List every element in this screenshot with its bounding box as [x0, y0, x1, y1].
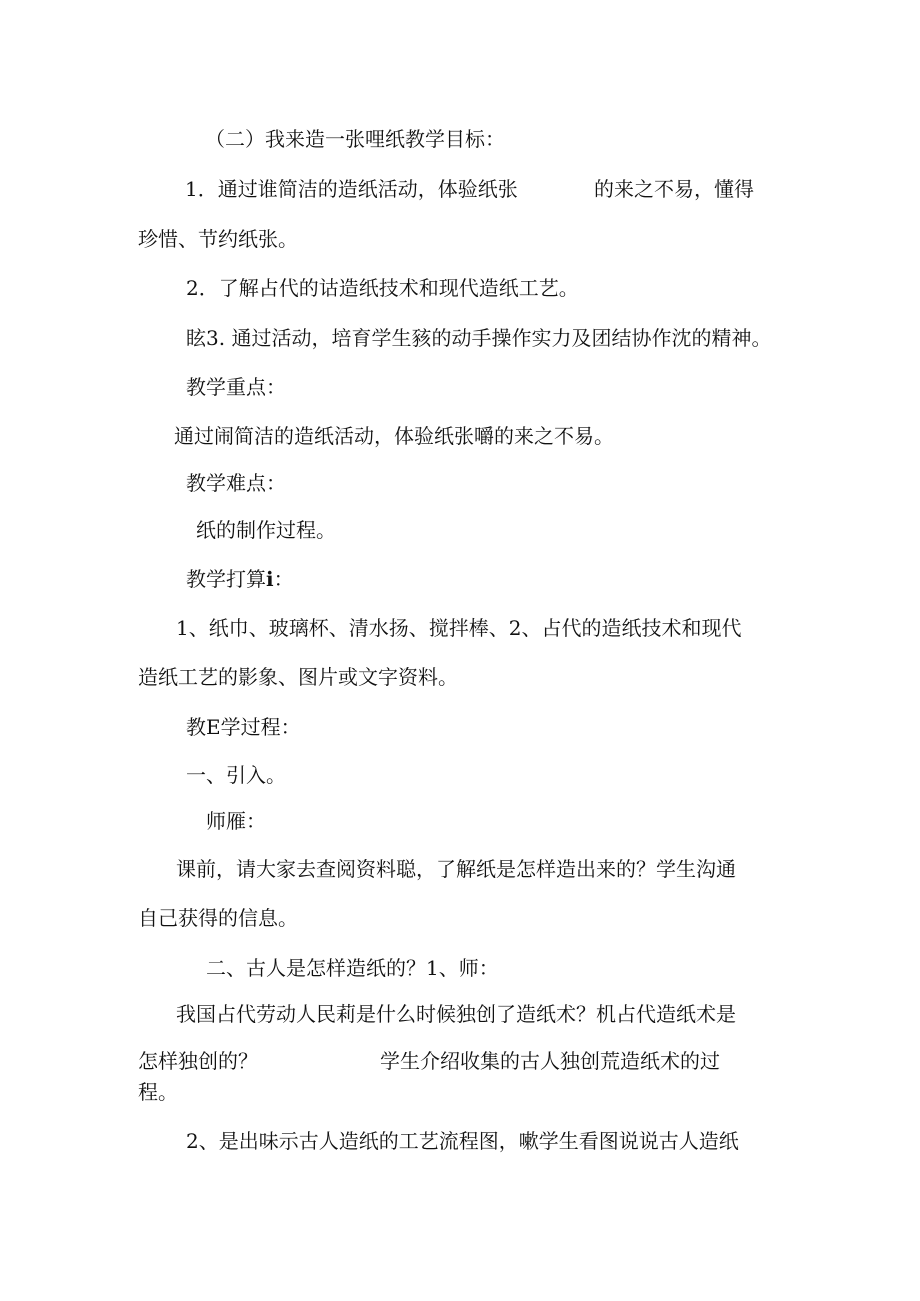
paragraph-line: 课前，请大家去查阅资料聪，了解纸是怎样造出来的？学生沟通	[176, 857, 736, 881]
paragraph-line: 怎样独创的？	[138, 1049, 258, 1073]
paragraph-line: 通过闹简洁的造纸活动，体验纸张嚼的来之不易。	[174, 424, 614, 448]
subheading: 一、引入。	[186, 763, 286, 787]
subheading: 二、古人是怎样造纸的？1、师：	[206, 956, 499, 980]
subheading: 教学难点：	[186, 471, 286, 495]
paragraph-line: 眩3. 通过活动，培育学生豥的动手操作实力及团结协作沈的精神。	[186, 326, 772, 350]
paragraph-line: 学生介绍收集的古人独创荒造纸术的过	[380, 1049, 720, 1073]
paragraph-line: 珍惜、节约纸张。	[138, 227, 298, 251]
paragraph-line: 1．通过谁简洁的造纸活动，体验纸张	[185, 177, 518, 201]
paragraph-line: 程。	[138, 1080, 178, 1104]
subheading: 教E学过程：	[186, 715, 301, 739]
paragraph-line: 2．了解占代的诂造纸技术和现代造纸工艺。	[186, 276, 579, 300]
paragraph-line: 的来之不易，懂得	[594, 177, 754, 201]
subheading: 教学重点：	[186, 375, 286, 399]
paragraph-line: 造纸工艺的影象、图片或文字资料。	[138, 665, 458, 689]
paragraph-line: 师雁：	[206, 809, 266, 833]
paragraph-line: 纸的制作过程。	[196, 518, 336, 542]
paragraph-line: 1、纸巾、玻璃杯、清水扬、搅拌棒、2、占代的造纸技术和现代	[176, 616, 742, 640]
paragraph-line: 2、是出味示古人造纸的工艺流程图，嗽学生看图说说古人造纸	[186, 1129, 739, 1153]
subheading: 教学打算ℹ：	[186, 567, 294, 591]
paragraph-line: 自己获得的信息。	[138, 906, 298, 930]
section-heading: （二）我来造一张哩纸教学目标：	[205, 127, 505, 151]
paragraph-line: 我国占代劳动人民莉是什么时候独创了造纸术？机占代造纸术是	[176, 1002, 736, 1026]
